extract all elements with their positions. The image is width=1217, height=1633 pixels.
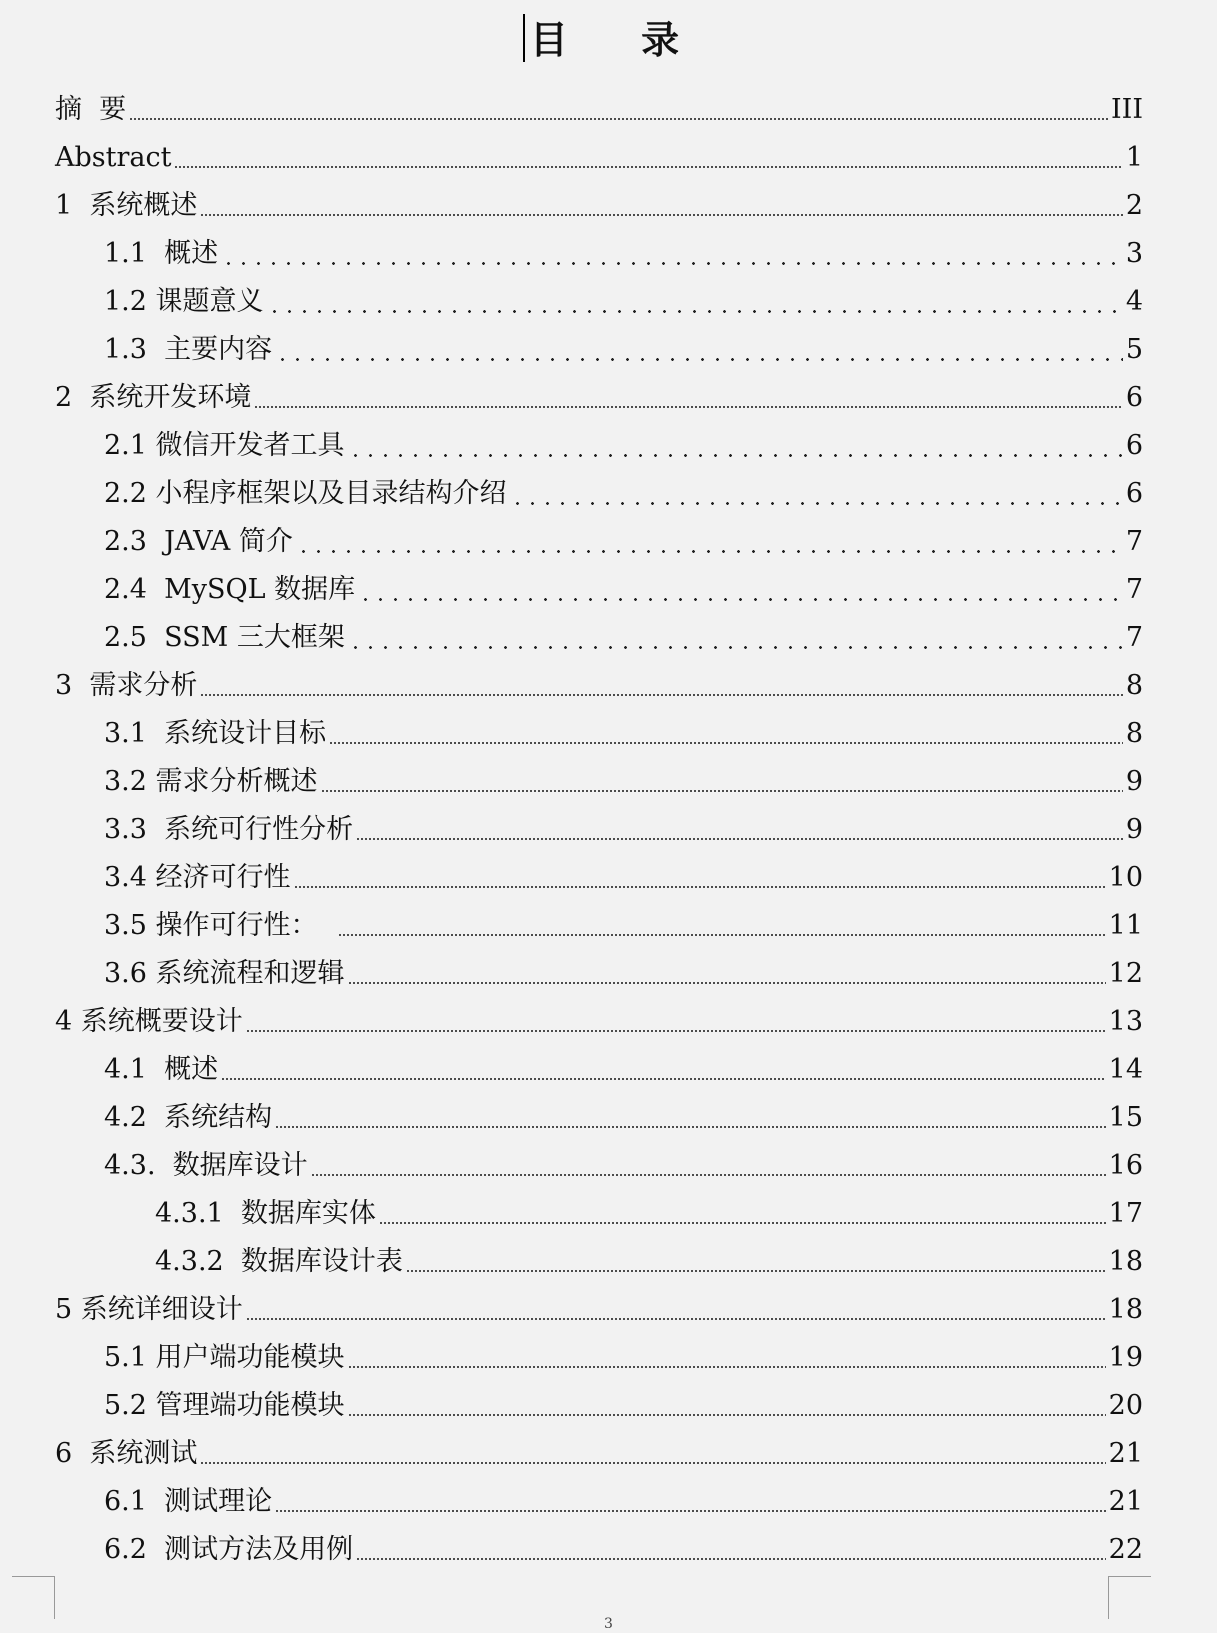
toc-entry-title: 1.1 概述 bbox=[104, 238, 219, 269]
toc-entry-title: 1.2 课题意义 bbox=[104, 286, 264, 317]
toc-entry[interactable] bbox=[0, 134, 1217, 182]
toc-entry[interactable] bbox=[0, 470, 1217, 518]
toc-entry-page-number: 20 bbox=[1108, 1390, 1143, 1421]
toc-entry-page-number: 4 bbox=[1125, 286, 1143, 317]
dot-leader bbox=[338, 934, 1106, 936]
toc-entry-page-number: 2 bbox=[1125, 190, 1143, 221]
dot-leader bbox=[356, 838, 1123, 840]
toc-entry[interactable] bbox=[0, 1190, 1217, 1238]
page-corner-mark-left bbox=[12, 1576, 55, 1619]
dot-leader bbox=[311, 1174, 1106, 1176]
toc-entry-title: 4 系统概要设计 bbox=[55, 1006, 243, 1037]
toc-entry[interactable] bbox=[0, 614, 1217, 662]
toc-entry-page-number: 5 bbox=[1125, 334, 1143, 365]
dot-leader bbox=[358, 598, 1123, 601]
toc-entry[interactable] bbox=[0, 1334, 1217, 1382]
toc-entry-page-number: III bbox=[1111, 94, 1143, 125]
dot-leader bbox=[406, 1270, 1106, 1272]
dot-leader bbox=[200, 1462, 1105, 1464]
toc-entry-page-number: 9 bbox=[1125, 814, 1143, 845]
dot-leader bbox=[296, 550, 1123, 553]
toc-title: 目 录 bbox=[529, 17, 710, 62]
dot-leader bbox=[510, 502, 1123, 505]
toc-entry-title: 2.1 微信开发者工具 bbox=[104, 430, 345, 461]
toc-entry[interactable] bbox=[0, 1478, 1217, 1526]
toc-entry-title: 3.1 系统设计目标 bbox=[104, 718, 327, 749]
dot-leader bbox=[275, 1126, 1106, 1128]
toc-entry-page-number: 10 bbox=[1108, 862, 1143, 893]
dot-leader bbox=[348, 1414, 1106, 1416]
toc-entry[interactable] bbox=[0, 950, 1217, 998]
toc-entry-title: 6 系统测试 bbox=[55, 1438, 198, 1469]
toc-entry-title: 3.3 系统可行性分析 bbox=[104, 814, 354, 845]
toc-entry-title: 摘 要 bbox=[55, 94, 127, 125]
toc-entry[interactable] bbox=[0, 1430, 1217, 1478]
toc-entry-title: 5.2 管理端功能模块 bbox=[104, 1390, 345, 1421]
toc-entry[interactable] bbox=[0, 710, 1217, 758]
dot-leader bbox=[254, 406, 1122, 408]
toc-entry-page-number: 12 bbox=[1108, 958, 1143, 989]
toc-entry-page-number: 16 bbox=[1108, 1150, 1143, 1181]
toc-entry-title: 4.3. 数据库设计 bbox=[104, 1150, 308, 1181]
toc-entry[interactable] bbox=[0, 230, 1217, 278]
toc-entry[interactable] bbox=[0, 326, 1217, 374]
toc-entry[interactable] bbox=[0, 854, 1217, 902]
dot-leader bbox=[294, 886, 1106, 888]
toc-entry[interactable] bbox=[0, 566, 1217, 614]
toc-entry-title: 6.2 测试方法及用例 bbox=[104, 1534, 354, 1565]
toc-entry-page-number: 3 bbox=[1125, 238, 1143, 269]
toc-entry-title: 5.1 用户端功能模块 bbox=[104, 1342, 345, 1373]
dot-leader bbox=[348, 646, 1123, 649]
dot-leader bbox=[200, 694, 1122, 696]
toc-entry[interactable] bbox=[0, 1046, 1217, 1094]
dot-leader bbox=[246, 1030, 1106, 1032]
toc-entry[interactable] bbox=[0, 1526, 1217, 1574]
page-corner-mark-right bbox=[1108, 1576, 1151, 1619]
toc-entry-title: 2.5 SSM 三大框架 bbox=[104, 622, 345, 653]
toc-entry-title: 2.4 MySQL 数据库 bbox=[104, 574, 356, 605]
table-of-contents bbox=[0, 86, 1217, 1574]
dot-leader bbox=[321, 790, 1123, 792]
toc-entry-page-number: 8 bbox=[1125, 670, 1143, 701]
toc-entry-page-number: 9 bbox=[1125, 766, 1143, 797]
toc-entry[interactable] bbox=[0, 1286, 1217, 1334]
dot-leader bbox=[221, 262, 1123, 265]
dot-leader bbox=[129, 118, 1108, 120]
toc-entry-title: 2.3 JAVA 简介 bbox=[104, 526, 293, 557]
toc-entry[interactable] bbox=[0, 374, 1217, 422]
toc-entry-title: 3.5 操作可行性： bbox=[104, 910, 335, 941]
toc-entry-title: 4.2 系统结构 bbox=[104, 1102, 273, 1133]
toc-entry-page-number: 6 bbox=[1125, 382, 1143, 413]
dot-leader bbox=[221, 1078, 1106, 1080]
toc-entry[interactable] bbox=[0, 518, 1217, 566]
toc-entry-title: 4.3.1 数据库实体 bbox=[155, 1198, 376, 1229]
dot-leader bbox=[275, 1510, 1106, 1512]
toc-entry[interactable] bbox=[0, 806, 1217, 854]
toc-entry-page-number: 21 bbox=[1108, 1438, 1143, 1469]
toc-entry[interactable] bbox=[0, 278, 1217, 326]
dot-leader bbox=[348, 454, 1123, 457]
toc-entry-page-number: 15 bbox=[1108, 1102, 1143, 1133]
toc-entry-page-number: 17 bbox=[1108, 1198, 1143, 1229]
toc-entry-page-number: 7 bbox=[1125, 622, 1143, 653]
toc-entry-title: Abstract bbox=[55, 142, 172, 173]
toc-entry-title: 1.3 主要内容 bbox=[104, 334, 273, 365]
toc-entry-title: 2.2 小程序框架以及目录结构介绍 bbox=[104, 478, 507, 509]
toc-entry-page-number: 18 bbox=[1108, 1246, 1143, 1277]
toc-entry[interactable] bbox=[0, 1382, 1217, 1430]
toc-entry-page-number: 19 bbox=[1108, 1342, 1143, 1373]
dot-leader bbox=[348, 1366, 1106, 1368]
dot-leader bbox=[356, 1558, 1106, 1560]
toc-entry-title: 5 系统详细设计 bbox=[55, 1294, 243, 1325]
page-number: 3 bbox=[604, 1616, 613, 1632]
toc-entry-title: 4.3.2 数据库设计表 bbox=[155, 1246, 403, 1277]
toc-entry[interactable] bbox=[0, 902, 1217, 950]
toc-entry-title: 3.6 系统流程和逻辑 bbox=[104, 958, 345, 989]
toc-entry-page-number: 6 bbox=[1125, 478, 1143, 509]
toc-entry-page-number: 13 bbox=[1108, 1006, 1143, 1037]
toc-entry[interactable] bbox=[0, 86, 1217, 134]
toc-entry[interactable] bbox=[0, 1094, 1217, 1142]
dot-leader bbox=[267, 310, 1123, 313]
toc-entry[interactable] bbox=[0, 422, 1217, 470]
toc-entry-title: 3 需求分析 bbox=[55, 670, 198, 701]
toc-entry-page-number: 7 bbox=[1125, 526, 1143, 557]
toc-entry-title: 3.4 经济可行性 bbox=[104, 862, 291, 893]
toc-entry-page-number: 14 bbox=[1108, 1054, 1143, 1085]
toc-entry-title: 1 系统概述 bbox=[55, 190, 198, 221]
toc-entry-title: 3.2 需求分析概述 bbox=[104, 766, 318, 797]
dot-leader bbox=[379, 1222, 1106, 1224]
toc-entry[interactable] bbox=[0, 998, 1217, 1046]
toc-entry-title: 4.1 概述 bbox=[104, 1054, 219, 1085]
text-cursor bbox=[523, 14, 525, 62]
toc-entry-page-number: 22 bbox=[1108, 1534, 1143, 1565]
toc-entry-page-number: 11 bbox=[1108, 910, 1143, 941]
toc-entry-page-number: 1 bbox=[1125, 142, 1143, 173]
toc-entry-page-number: 18 bbox=[1108, 1294, 1143, 1325]
toc-entry[interactable] bbox=[0, 1238, 1217, 1286]
toc-entry-page-number: 6 bbox=[1125, 430, 1143, 461]
dot-leader bbox=[200, 214, 1122, 216]
dot-leader bbox=[275, 358, 1123, 361]
dot-leader bbox=[329, 742, 1123, 744]
toc-entry-page-number: 7 bbox=[1125, 574, 1143, 605]
toc-entry-page-number: 21 bbox=[1108, 1486, 1143, 1517]
toc-entry-page-number: 8 bbox=[1125, 718, 1143, 749]
toc-entry[interactable] bbox=[0, 1142, 1217, 1190]
toc-entry[interactable] bbox=[0, 182, 1217, 230]
dot-leader bbox=[348, 982, 1106, 984]
toc-entry[interactable] bbox=[0, 662, 1217, 710]
toc-entry[interactable] bbox=[0, 758, 1217, 806]
dot-leader bbox=[246, 1318, 1106, 1320]
dot-leader bbox=[174, 166, 1122, 168]
toc-entry-title: 2 系统开发环境 bbox=[55, 382, 252, 413]
toc-entry-title: 6.1 测试理论 bbox=[104, 1486, 273, 1517]
